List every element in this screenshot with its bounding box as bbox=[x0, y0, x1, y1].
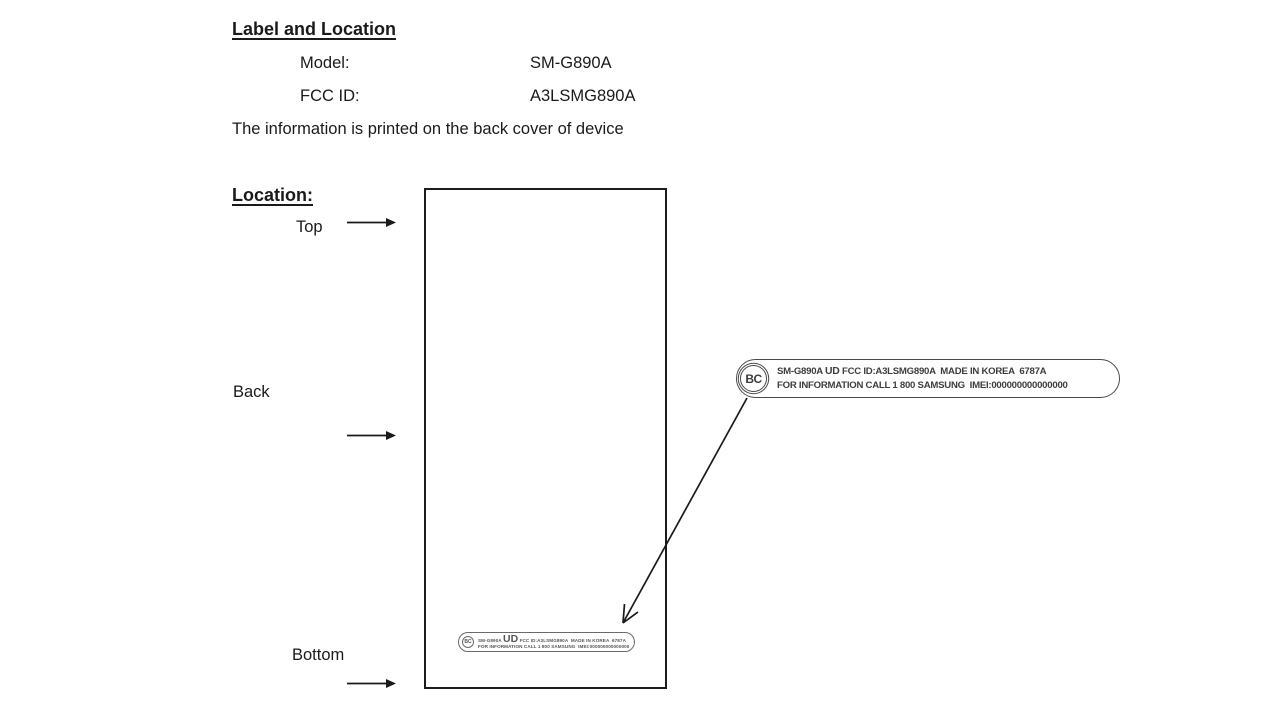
back-arrow-icon bbox=[346, 429, 397, 442]
label-line-2: FOR INFORMATION CALL 1 800 SAMSUNG IMEI:000000000000000 bbox=[478, 644, 630, 650]
bottom-marker-label: Bottom bbox=[292, 646, 345, 664]
callout-pointer-arrow-icon bbox=[608, 396, 758, 631]
back-marker-label: Back bbox=[233, 383, 270, 401]
label-callout-text bbox=[777, 365, 1068, 393]
device-printed-label bbox=[458, 632, 635, 652]
label-callout bbox=[736, 359, 1120, 398]
label-line-1: SM-G890A UD FCC ID:A3LSMG890A MADE IN KOREA 6787A bbox=[478, 633, 627, 645]
bottom-arrow-icon bbox=[346, 677, 397, 690]
fcc-id-value: A3LSMG890A bbox=[530, 87, 636, 105]
label-line-2: FOR INFORMATION CALL 1 800 SAMSUNG IMEI:000000000000000 bbox=[777, 380, 1068, 391]
bc-logo-icon: BC bbox=[462, 636, 474, 648]
model-value: SM-G890A bbox=[530, 54, 612, 72]
bc-logo-icon: BC bbox=[740, 365, 767, 392]
top-marker-label: Top bbox=[296, 218, 323, 236]
label-line-1: SM-G890A UD FCC ID:A3LSMG890A MADE IN KOREA 6787A bbox=[777, 366, 1047, 377]
note-text: The information is printed on the back cover of device bbox=[232, 120, 624, 138]
location-heading: Location: bbox=[232, 185, 313, 205]
device-printed-label-text bbox=[478, 633, 630, 651]
fcc-id-label: FCC ID: bbox=[300, 87, 360, 105]
model-label: Model: bbox=[300, 54, 350, 72]
top-arrow-icon bbox=[346, 216, 397, 229]
page-title: Label and Location bbox=[232, 19, 397, 39]
